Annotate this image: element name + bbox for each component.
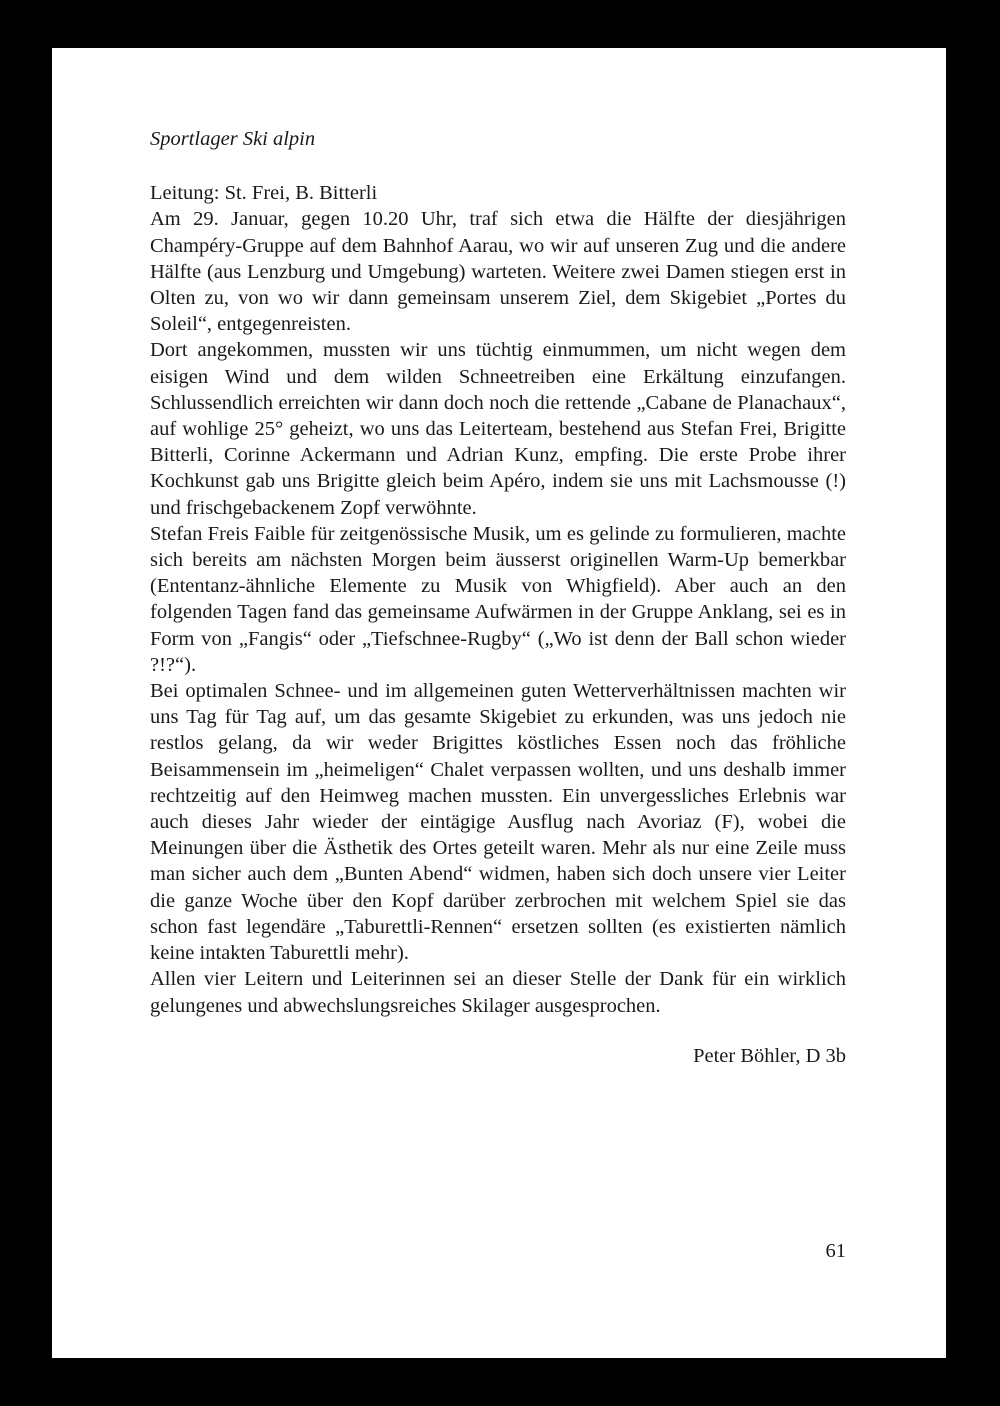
page-number-text: 61 — [825, 1240, 846, 1262]
paragraph: Am 29. Januar, gegen 10.20 Uhr, traf sich etwa die Hälfte der diesjährigen Champéry-Gruppe auf dem Bahnhof Aarau, wo wir auf unseren Zug und die andere Hälfte (aus Lenzburg und Umgebung) warteten. Weitere zwei Damen stiegen erst in Olten zu, von wo wir dann gemeinsam unserem Ziel, dem Skigebiet „Portes du Soleil“, entgegenreisten. — [150, 208, 846, 336]
paragraph: Bei optimalen Schnee- und im allgemeinen guten Wetterverhältnissen machten wir uns Tag für Tag auf, um das gesamte Skigebiet zu erkunden, was uns jedoch nie restlos gelang, da wir weder Brigittes köstliches Essen noch das fröhliche Beisammensein im „heimeligen“ Chalet verpassen wollten, und uns deshalb immer rechtzeitig auf den Heimweg machen mussten. Ein unvergessliches Erlebnis war auch dieses Jahr wieder der eintägige Ausflug nach Avoriaz (F), wobei die Meinungen über die Ästhetik des Ortes geteilt waren. Mehr als nur eine Zeile muss man sicher auch dem „Bunten Abend“ widmen, haben sich doch unsere vier Leiter die ganze Woche über den Kopf darüber zerbrochen mit welchem Spiel sie das schon fast legendäre „Taburettli-Rennen“ ersetzen sollten (es existierten nämlich keine intakten Taburettli mehr). — [150, 680, 846, 965]
document-page — [52, 48, 946, 1358]
article — [150, 126, 846, 1069]
paragraph: Stefan Freis Faible für zeitgenössische Musik, um es gelinde zu formulieren, machte sich bereits am nächsten Morgen beim äusserst originellen Warm-Up bemerkbar (Ententanz-ähnliche Elemente zu Musik von Whigfield). Aber auch an den folgenden Tagen fand das gemeinsame Aufwärmen in der Gruppe Anklang, sei es in Form von „Fangis“ oder „Tiefschnee-Rugby“ („Wo ist denn der Ball schon wieder ?!?“). — [150, 522, 846, 676]
paragraph: Allen vier Leitern und Leiterinnen sei an dieser Stelle der Dank für ein wirklich gelungenes und abwechslungsreiches Skilager ausgesprochen. — [150, 968, 846, 1017]
article-leaders-line: Leitung: St. Frei, B. Bitterli — [150, 182, 378, 205]
paragraph: Dort angekommen, mussten wir uns tüchtig einmummen, um nicht wegen dem eisigen Wind und dem wilden Schneetreiben eine Erkältung einzufangen. Schlussendlich erreichten wir dann doch noch die rettende „Cabane de Planachaux“, auf wohlige 25° geheizt, wo uns das Leiterteam, bestehend aus Stefan Frei, Brigitte Bitterli, Corinne Ackermann und Adrian Kunz, empfing. Die erste Probe ihrer Kochkunst gab uns Brigitte gleich beim Apéro, indem sie uns mit Lachsmousse (!) und frischgebackenem Zopf verwöhnte. — [150, 339, 846, 519]
article-title: Sportlager Ski alpin — [150, 128, 316, 150]
article-author: Peter Böhler, D 3b — [693, 1044, 846, 1067]
